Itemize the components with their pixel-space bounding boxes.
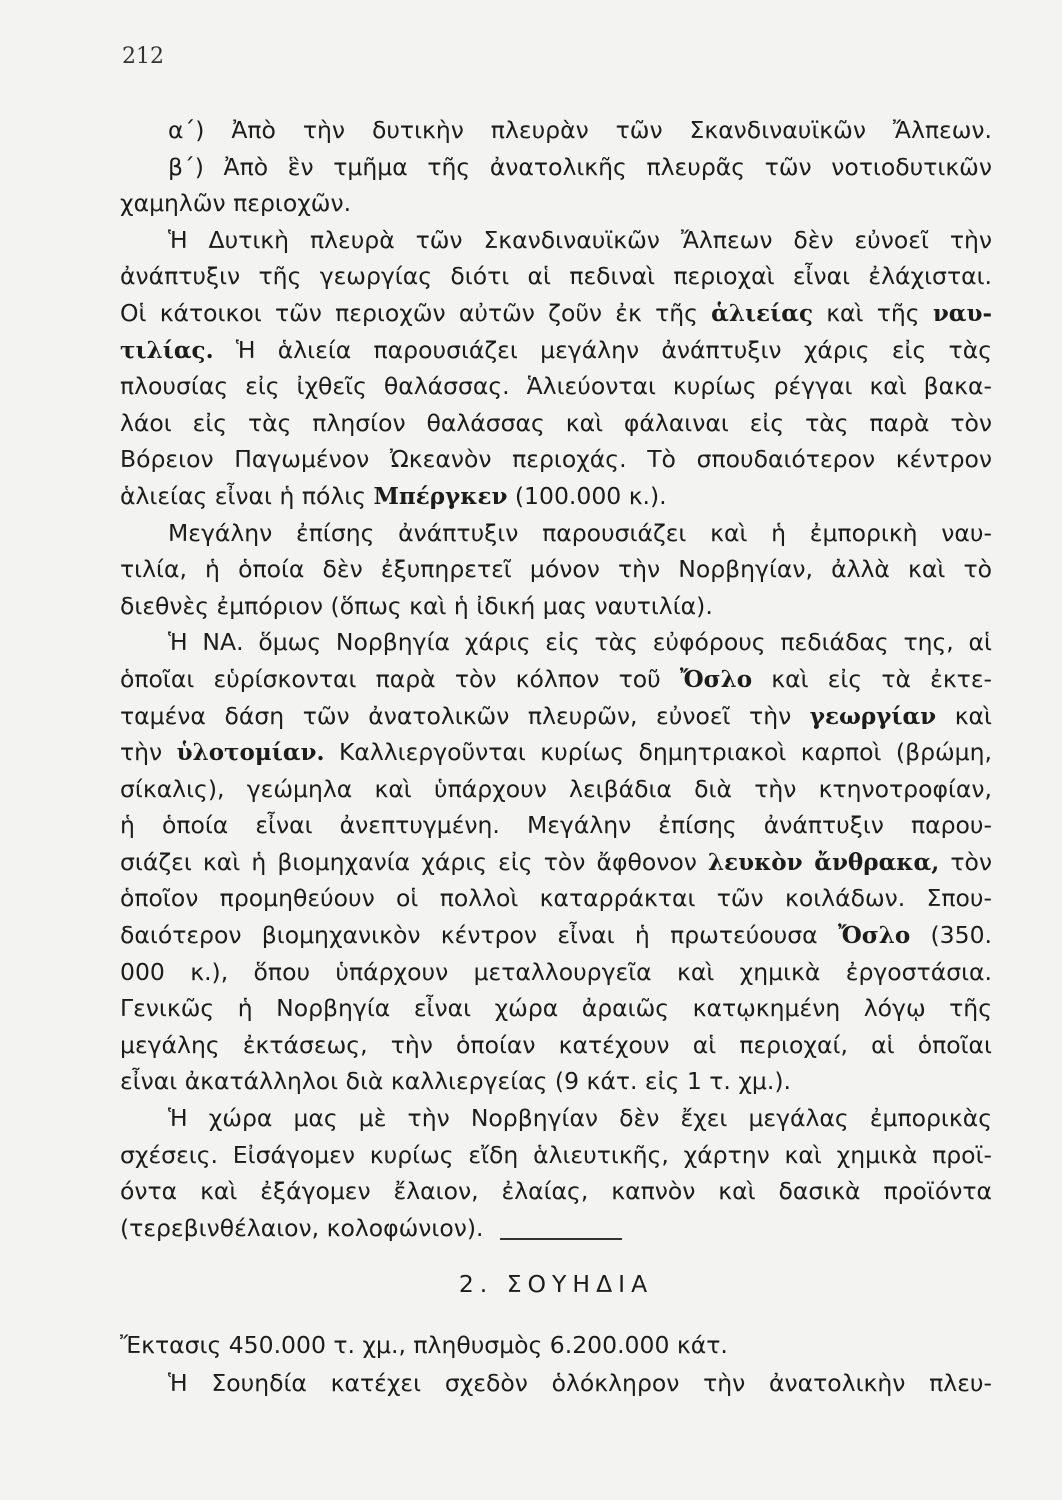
text-line: όντα καὶ ἐξάγομεν ἔλαιον, ἐλαίας, καπνὸν καὶ δασικὰ προϊόντα [120, 1177, 992, 1206]
text-line: Γενικῶς ἡ Νορβηγία εἶναι χώρα ἀραιῶς κατῳκημένη λόγῳ τῆς [120, 994, 992, 1023]
text-line: διεθνὲς ἐμπόριον (ὅπως καὶ ἡ ἰδική μας ναυτιλία). [120, 591, 713, 620]
text-line: σίκαλις), γεώμηλα καὶ ὑπάρχουν λειβάδια διὰ τὴν κτηνοτροφίαν, [120, 774, 992, 803]
text-line: Ἔκτασις 450.000 τ. χμ., πληθυσμὸς 6.200.000 κάτ. [120, 1331, 728, 1359]
text-line [120, 661, 992, 698]
text-line: α΄) Ἀπὸ τὴν δυτικὴν πλευρὰν τῶν Σκανδιναυϊκῶν Ἄλπεων. [168, 116, 992, 144]
text-line [120, 478, 992, 515]
bold-term: Ὄσλο [837, 922, 911, 950]
text-line: Ἡ Σουηδία κατέχει σχεδὸν ὁλόκληρον τὴν ἀνατολικὴν πλευ- [168, 1369, 992, 1397]
text-span: δαιότερον βιομηχανικὸν κέντρον εἶναι ἡ πρωτεύουσα [120, 921, 838, 950]
text-line: ἡ ὁποία εἶναι ἀνεπτυγμένη. Μεγάλην ἐπίσης ἀνάπτυξιν παρου- [120, 811, 992, 840]
text-line [120, 698, 992, 735]
text-span: Ἡ ἁλιεία παρουσιάζει μεγάλην ἀνάπτυξιν χάρις εἰς τὰς [213, 335, 992, 364]
bold-term: Ὄσλο [679, 665, 753, 693]
text-line: β΄) Ἀπὸ ἓν τμῆμα τῆς ἀνατολικῆς πλευρᾶς τῶν νοτιοδυτικῶν [168, 152, 992, 181]
text-line: Ἡ χώρα μας μὲ τὴν Νορβηγίαν δὲν ἔχει μεγάλας ἐμπορικὰς [168, 1104, 992, 1133]
text-line [120, 844, 992, 881]
section-body-text [120, 1326, 992, 1402]
text-line: Ἡ ΝΑ. ὅμως Νορβηγία χάρις εἰς τὰς εὐφόρους πεδιάδας της, αἱ [168, 628, 992, 657]
text-line: σχέσεις. Εἰσάγομεν κυρίως εἴδη ἁλιευτικῆς, χάρτην καὶ χημικὰ προϊ- [120, 1140, 992, 1169]
text-span: τὴν [120, 738, 177, 767]
text-span: σιάζει καὶ ἡ βιομηχανία χάρις εἰς τὸν ἄφθονον [120, 847, 708, 876]
text-span: ὁποῖαι εὑρίσκονται παρὰ τὸν κόλπον τοῦ [120, 664, 680, 693]
text-line: Βόρειον Παγωμένον Ὠκεανὸν περιοχάς. Τὸ σπουδαιότερον κέντρον [120, 445, 992, 474]
text-span: τὸν [939, 847, 992, 876]
bold-term: Μπέργκεν [373, 482, 508, 510]
text-line: 000 κ.), ὅπου ὑπάρχουν μεταλλουργεῖα καὶ χημικὰ ἐργοστάσια. [120, 957, 992, 986]
text-span: Καλλιεργοῦνται κυρίως δημητριακοὶ καρποὶ (βρώμη, [324, 738, 992, 767]
section-heading: 2. ΣΟΥΗΔΙΑ [458, 1270, 654, 1298]
text-line: μεγάλης ἐκτάσεως, τὴν ὁποίαν κατέχουν αἱ περιοχαί, αἱ ὁποῖαι [120, 1030, 992, 1059]
text-span: Οἱ κάτοικοι τῶν περιοχῶν αὐτῶν ζοῦν ἐκ τῆς [120, 298, 712, 327]
text-line: εἶναι ἀκατάλληλοι διὰ καλλιεργείας (9 κάτ. εἰς 1 τ. χμ.). [120, 1067, 791, 1096]
text-span: καὶ εἰς τὰ ἐκτε- [752, 664, 992, 693]
text-line: ἀνάπτυξιν τῆς γεωργίας διότι αἱ πεδιναὶ περιοχαὶ εἶναι ἐλάχισται. [120, 262, 992, 291]
text-span: ταμένα δάση τῶν ἀνατολικῶν πλευρῶν, εὐνοεῖ τὴν [120, 701, 810, 730]
text-span: ἁλιείας εἶναι ἡ πόλις [120, 481, 374, 510]
text-line: Ἡ Δυτικὴ πλευρὰ τῶν Σκανδιναυϊκῶν Ἄλπεων δὲν εὐνοεῖ τὴν [168, 225, 992, 254]
text-span: καὶ τῆς [812, 298, 933, 327]
bold-term: ὑλοτομίαν. [176, 739, 325, 767]
text-line [120, 295, 992, 332]
text-line: λάοι εἰς τὰς πλησίον θαλάσσας καὶ φάλαιναι εἰς τὰς παρὰ τὸν [120, 408, 992, 437]
text-line: ὁποῖον προμηθεύουν οἱ πολλοὶ καταρράκται τῶν κοιλάδων. Σπου- [120, 884, 992, 913]
text-span: (100.000 κ.). [507, 481, 667, 510]
bold-term: λευκὸν ἄνθρακα, [708, 848, 940, 876]
body-text [120, 112, 992, 1246]
text-line [120, 332, 992, 369]
text-span: καὶ [936, 701, 992, 730]
text-line: Μεγάλην ἐπίσης ἀνάπτυξιν παρουσιάζει καὶ ἡ ἐμπορικὴ ναυ- [168, 518, 992, 547]
text-line: τιλία, ἡ ὁποία δὲν ἐξυπηρετεῖ μόνον τὴν Νορβηγίαν, ἀλλὰ καὶ τὸ [120, 555, 992, 584]
text-line: χαμηλῶν περιοχῶν. [120, 189, 352, 218]
text-line [120, 734, 992, 771]
page-number: 212 [122, 44, 164, 69]
bold-term: ναυ- [932, 299, 992, 327]
text-span: (350. [910, 921, 992, 950]
bold-term: ἁλιείας [711, 299, 813, 327]
section-divider [500, 1238, 622, 1240]
text-line: (τερεβινθέλαιον, κολοφώνιον). [120, 1213, 484, 1242]
text-line [120, 917, 992, 954]
text-line: πλουσίας εἰς ἰχθεῖς θαλάσσας. Ἁλιεύονται κυρίως ρέγγαι καὶ βακα- [120, 372, 992, 401]
bold-term: τιλίας. [120, 336, 214, 364]
bold-term: γεωργίαν [809, 702, 937, 730]
